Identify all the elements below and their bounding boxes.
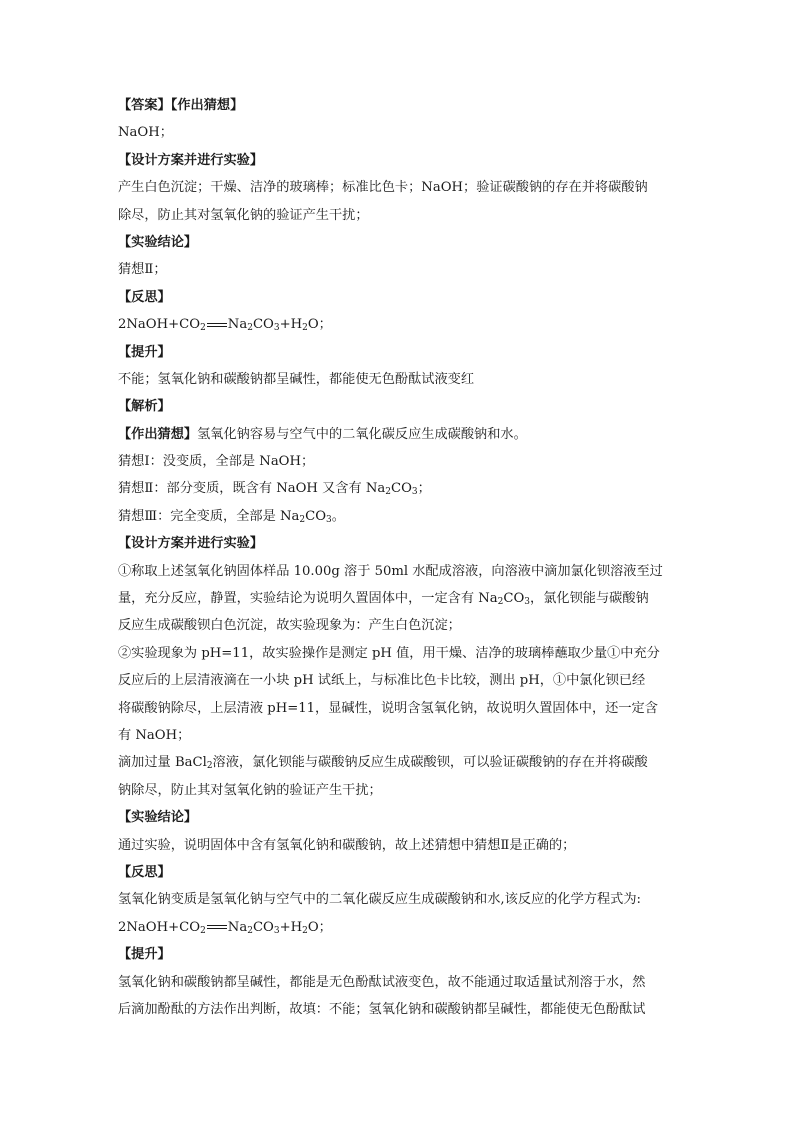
step-3-sub: 2 xyxy=(206,761,213,772)
answer-improve-heading: 【提升】 xyxy=(118,344,171,360)
analysis-reflect-heading: 【反思】 xyxy=(118,864,171,880)
analysis-guess xyxy=(118,421,684,448)
answer-conclusion-text: 猜想Ⅱ； xyxy=(118,262,167,278)
step-3-line-2: 钠除尽，防止其对氢氧化钠的验证产生干扰； xyxy=(118,782,382,798)
equation-sub: 2 xyxy=(200,323,206,334)
analysis-conclusion-text: 通过实验，说明固体中含有氢氧化钠和碳酸钠，故上述猜想中猜想Ⅱ是正确的； xyxy=(118,837,576,853)
guess-2-sub: 3 xyxy=(411,487,418,498)
guess-3-text: CO xyxy=(305,508,327,524)
document-page xyxy=(118,92,684,1023)
equation-lhs: 2NaOH+CO xyxy=(118,919,201,935)
analysis-improve-line-1: 氢氧化钠和碳酸钠都呈碱性，都能是无色酚酞试液变色，故不能通过取适量试剂溶于水，然 xyxy=(118,974,646,990)
equation-sub: 2 xyxy=(247,323,253,334)
equals-sign-icon xyxy=(206,320,228,330)
analysis-improve-line-2: 后滴加酚酞的方法作出判断，故填：不能；氢氧化钠和碳酸钠都呈碱性，都能使无色酚酞试 xyxy=(118,1001,646,1017)
analysis-conclusion-heading: 【实验结论】 xyxy=(118,810,198,826)
equation-sub: 3 xyxy=(273,323,280,334)
equation-rhs: O； xyxy=(307,919,332,935)
step-1-text: ，氯化钡能与碳酸钠 xyxy=(530,591,649,607)
equation-sub: 2 xyxy=(200,925,206,936)
guess-1: 猜想Ⅰ：没变质，全部是 NaOH； xyxy=(118,454,315,470)
equation-rhs: +H xyxy=(279,317,303,333)
step-3-text: 滴加过量 BaCl xyxy=(118,755,207,771)
guess-3-text: 。 xyxy=(331,508,345,524)
answer-design-heading: 【设计方案并进行实验】 xyxy=(118,152,264,168)
equation-rhs: CO xyxy=(252,317,274,333)
guess-2 xyxy=(118,475,684,502)
answer-conclusion-heading: 【实验结论】 xyxy=(118,234,198,250)
guess-2-text: CO xyxy=(391,481,412,497)
analysis-improve-heading: 【提升】 xyxy=(118,947,171,963)
step-2-line-3: 将碳酸钠除尽，上层清液 pH=11，显碱性，说明含氢氧化钠，故说明久置固体中，还一定含 xyxy=(118,700,658,716)
guess-2-text: ； xyxy=(417,481,431,497)
step-3-line-1 xyxy=(118,749,684,776)
equation-rhs: +H xyxy=(279,919,303,935)
equation-lhs: 2NaOH+CO xyxy=(118,317,201,333)
analysis-guess-text: 氢氧化钠容易与空气中的二氧化碳反应生成碳酸钠和水。 xyxy=(197,426,527,442)
guess-2-text: 猜想Ⅱ：部分变质，既含有 NaOH 又含有 Na xyxy=(118,481,386,497)
step-1-sub: 2 xyxy=(497,597,504,608)
analysis-equation xyxy=(118,914,684,941)
answer-guess: NaOH； xyxy=(118,125,173,141)
equation-sub: 2 xyxy=(247,925,253,936)
answer-design-text-1: 产生白色沉淀；干燥、洁净的玻璃棒；标准比色卡；NaOH；验证碳酸钠的存在并将碳酸钠 xyxy=(118,180,648,196)
guess-3 xyxy=(118,503,684,530)
step-1-line-1: ①称取上述氢氧化钠固体样品 10.00g 溶于 50ml 水配成溶液，向溶液中滴加氯化钡溶液至过 xyxy=(118,563,663,579)
step-2-line-1: ②实验现象为 pH=11，故实验操作是测定 pH 值，用干燥、洁净的玻璃棒蘸取少量①中充分 xyxy=(118,645,660,661)
answer-heading: 【答案】【作出猜想】 xyxy=(118,98,244,113)
equation-rhs: Na xyxy=(227,317,248,333)
answer-reflect-heading: 【反思】 xyxy=(118,289,171,305)
step-3-text: 溶液，氯化钡能与碳酸钠反应生成碳酸钡，可以验证碳酸钠的存在并将碳酸 xyxy=(212,755,648,771)
step-1-text: CO xyxy=(503,591,525,607)
guess-3-text: 猜想Ⅲ：完全变质，全部是 Na xyxy=(118,508,300,524)
guess-3-sub: 2 xyxy=(299,514,306,525)
guess-3-sub: 3 xyxy=(326,514,332,525)
step-2-line-4: 有 NaOH； xyxy=(118,727,191,743)
answer-improve-text: 不能；氢氧化钠和碳酸钠都呈碱性，都能使无色酚酞试液变红 xyxy=(118,371,475,387)
equals-sign-icon xyxy=(206,922,228,932)
equation-rhs: CO xyxy=(252,919,274,935)
analysis-design-heading: 【设计方案并进行实验】 xyxy=(118,536,264,552)
step-1-text: 量，充分反应，静置，实验结论为说明久置固体中，一定含有 Na xyxy=(118,591,498,607)
answer-design-text-2: 除尽，防止其对氢氧化钠的验证产生干扰； xyxy=(118,207,369,223)
step-1-line-3: 反应生成碳酸钡白色沉淀，故实验现象为：产生白色沉淀； xyxy=(118,618,461,634)
equation-sub: 2 xyxy=(302,925,308,936)
equation-sub: 3 xyxy=(273,925,280,936)
step-1-sub: 3 xyxy=(524,597,531,608)
equation-rhs: Na xyxy=(227,919,248,935)
step-2-line-2: 反应后的上层清液滴在一小块 pH 试纸上，与标准比色卡比较，测出 pH，①中氯化钡已经 xyxy=(118,673,646,689)
guess-2-sub: 2 xyxy=(385,487,392,498)
answer-equation xyxy=(118,311,684,338)
analysis-guess-label: 【作出猜想】 xyxy=(118,426,198,442)
equation-sub: 2 xyxy=(302,323,308,334)
analysis-reflect-text: 氢氧化钠变质是氢氧化钠与空气中的二氧化碳反应生成碳酸钠和水,该反应的化学方程式为: xyxy=(118,892,641,908)
analysis-heading: 【解析】 xyxy=(118,399,171,415)
equation-rhs: O； xyxy=(307,317,332,333)
step-1-line-2 xyxy=(118,585,684,612)
